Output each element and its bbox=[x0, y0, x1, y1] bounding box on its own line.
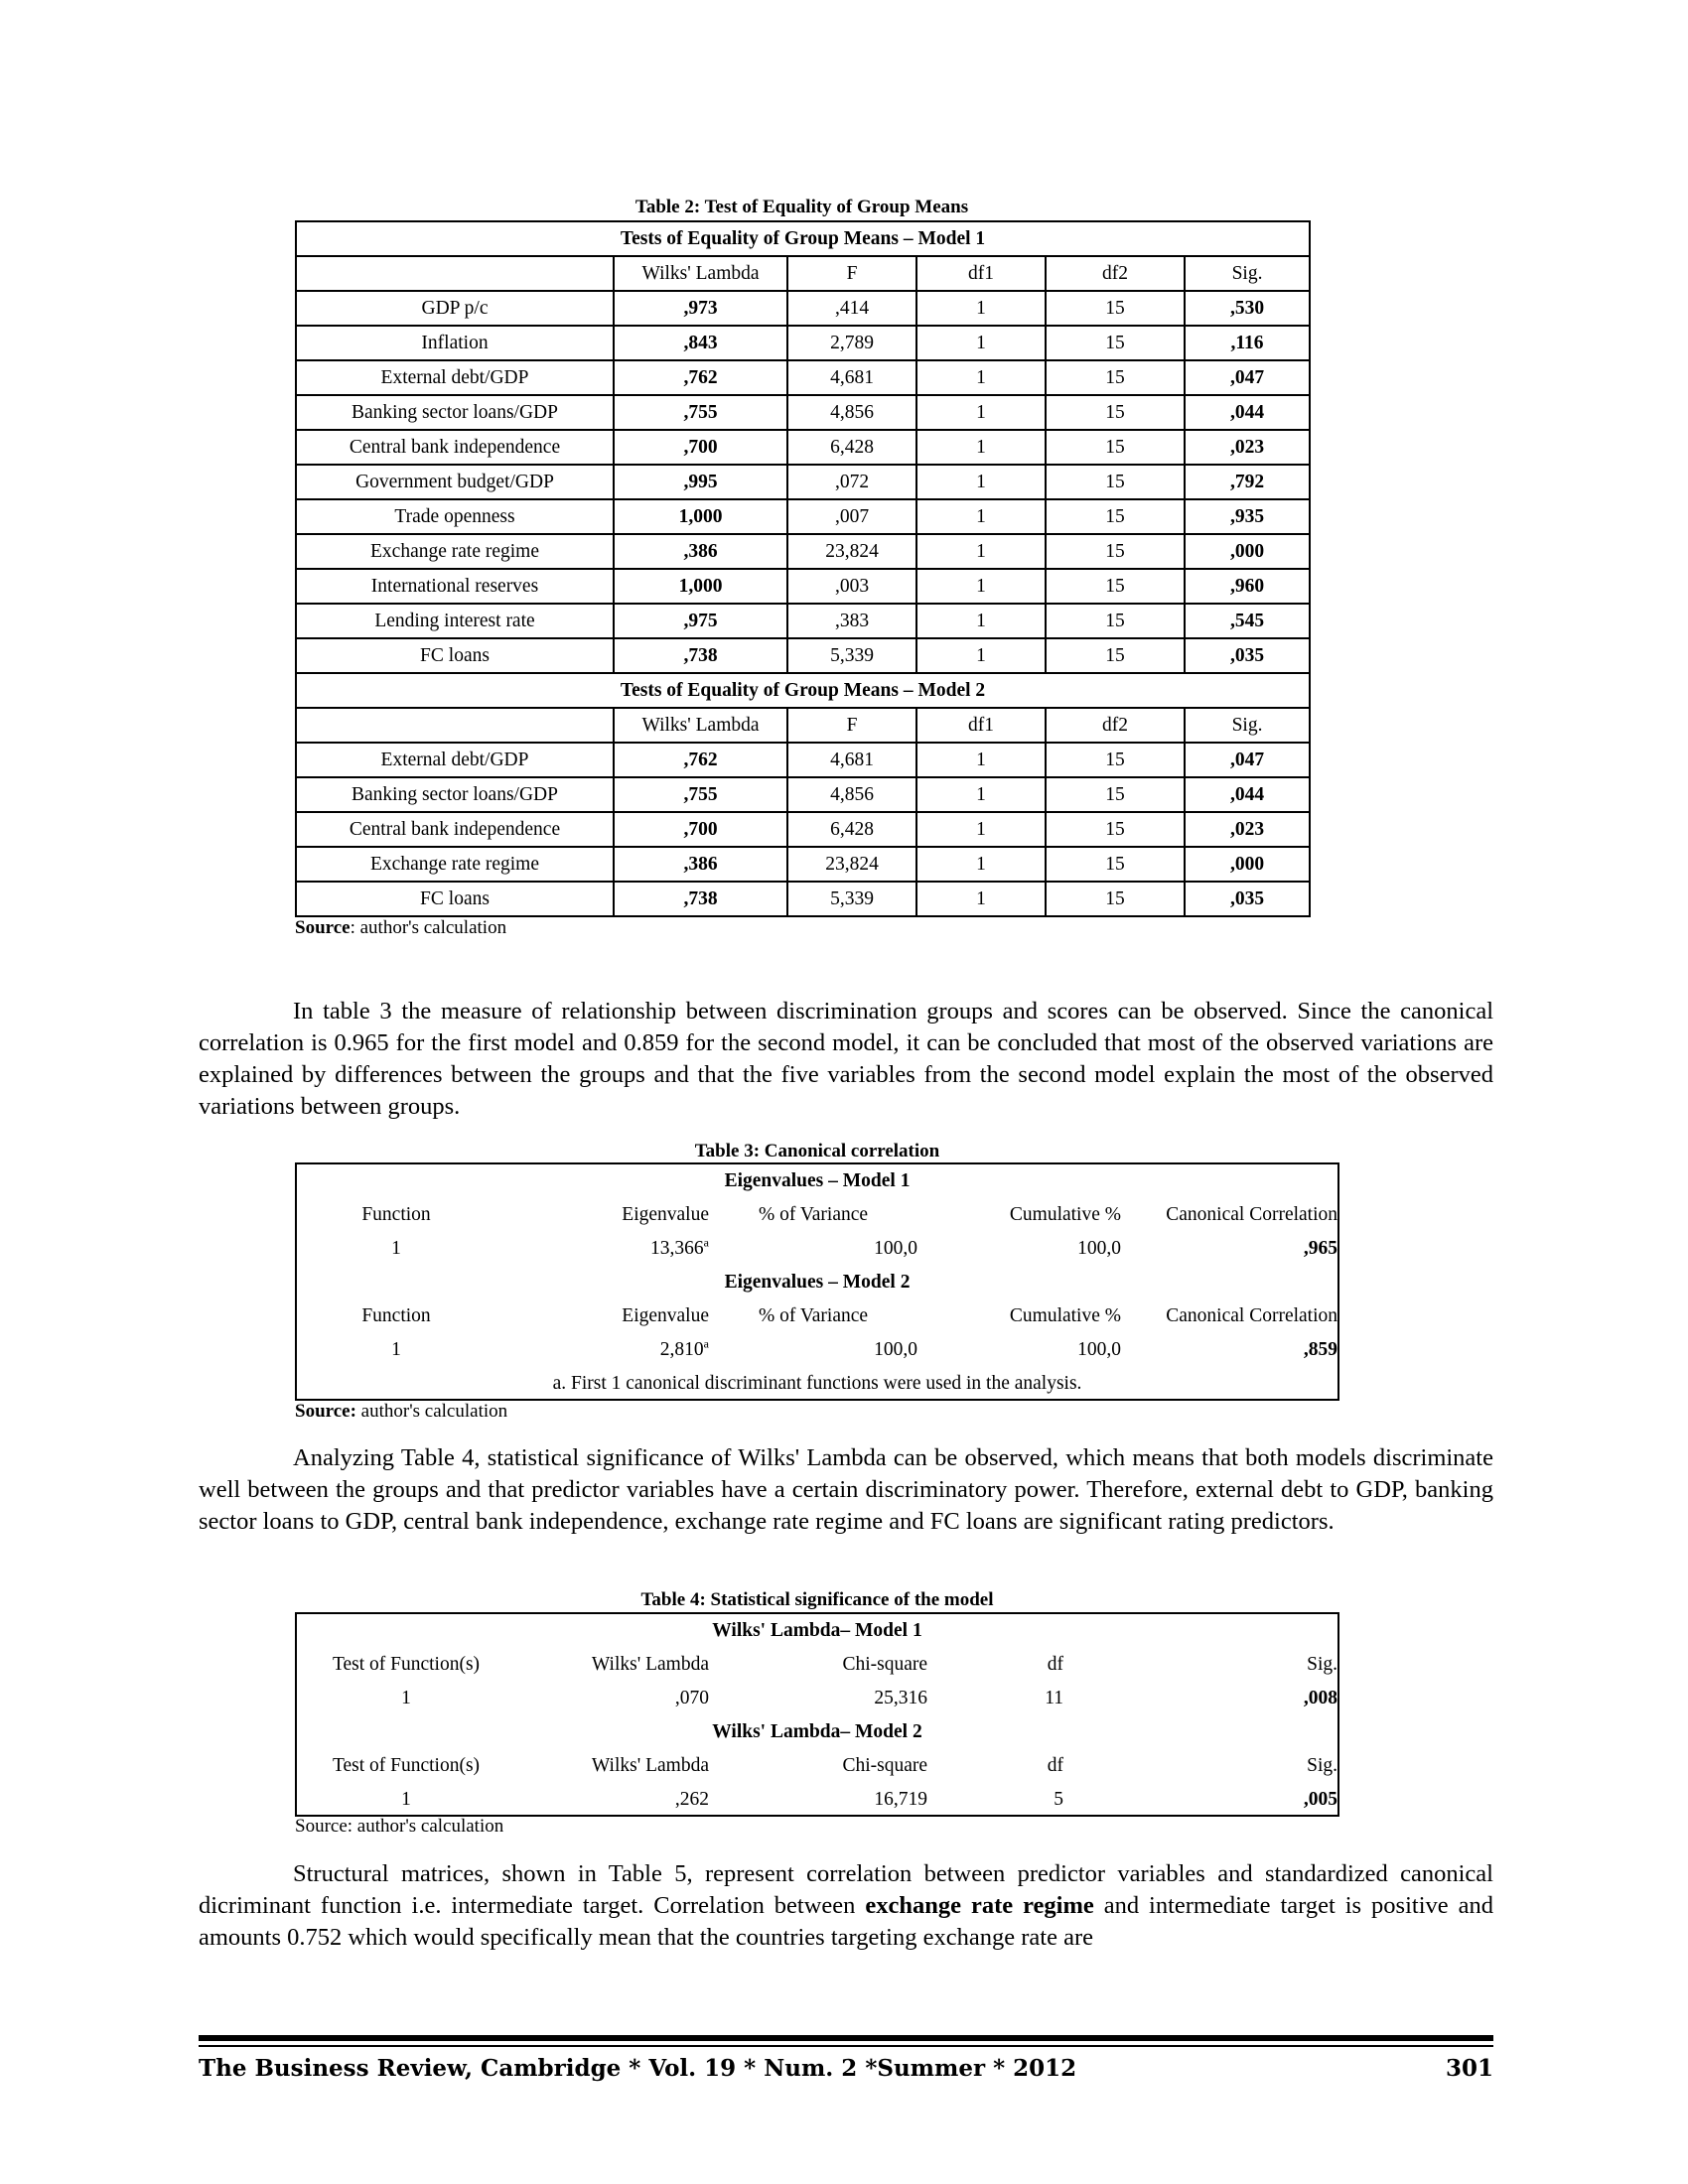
table-cell: 15 bbox=[1046, 430, 1185, 465]
table-cell: 23,824 bbox=[787, 847, 916, 882]
table-cell: 1 bbox=[916, 465, 1046, 499]
table-cell: ,700 bbox=[614, 812, 787, 847]
table-cell: 1 bbox=[916, 812, 1046, 847]
table-cell: ,414 bbox=[787, 291, 916, 326]
table4-m1-df: 11 bbox=[1045, 1688, 1063, 1708]
table3-col-variance: % of Variance bbox=[758, 1305, 869, 1326]
column-header: Wilks' Lambda bbox=[614, 256, 787, 291]
table-cell: ,047 bbox=[1185, 360, 1310, 395]
table-cell: ,035 bbox=[1185, 882, 1310, 916]
table3-m1-canonical: ,965 bbox=[1303, 1238, 1338, 1259]
table3-note: a. First 1 canonical discriminant functions were used in the analysis. bbox=[552, 1373, 1082, 1394]
paragraph-3: Structural matrices, shown in Table 5, represent correlation between predictor variables and standardized canonical dicriminant function i.e. intermediate target. Correlation between exchange rate regime and intermediate target is positive and amounts 0.752 which would specifically mean that the countries targeting exchange rate are bbox=[199, 1860, 1493, 1951]
table-cell: 1,000 bbox=[614, 569, 787, 604]
table4-col-chi: Chi-square bbox=[842, 1755, 927, 1776]
table-cell: ,935 bbox=[1185, 499, 1310, 534]
table4-caption: Table 4: Statistical significance of the model bbox=[640, 1589, 994, 1610]
column-header: df2 bbox=[1046, 708, 1185, 743]
column-header: df2 bbox=[1046, 256, 1185, 291]
table-cell: 1,000 bbox=[614, 499, 787, 534]
table4-m1-test: 1 bbox=[401, 1688, 411, 1708]
table-cell: 4,681 bbox=[787, 360, 916, 395]
table-cell: 4,856 bbox=[787, 777, 916, 812]
table2-model2-title bbox=[296, 673, 1310, 708]
table-cell: 1 bbox=[916, 847, 1046, 882]
table-cell: 1 bbox=[916, 569, 1046, 604]
table-cell: 15 bbox=[1046, 360, 1185, 395]
table-row bbox=[296, 326, 1310, 360]
footer-rule-thick bbox=[199, 2035, 1493, 2041]
table3-m2-cumulative: 100,0 bbox=[1077, 1339, 1121, 1360]
table4-m1-chi: 25,316 bbox=[874, 1688, 927, 1708]
table4-col-test: Test of Function(s) bbox=[332, 1654, 481, 1675]
table2-model1-header-row bbox=[296, 256, 1310, 291]
table4 bbox=[297, 1614, 1337, 1817]
table-cell: 15 bbox=[1046, 534, 1185, 569]
table-cell: ,738 bbox=[614, 882, 787, 916]
column-header: Sig. bbox=[1185, 256, 1310, 291]
table3-col-cumulative: Cumulative % bbox=[1009, 1204, 1121, 1225]
table-cell: ,044 bbox=[1185, 395, 1310, 430]
table4-model2-title: Wilks' Lambda– Model 2 bbox=[712, 1721, 922, 1742]
table-cell: 15 bbox=[1046, 777, 1185, 812]
column-header: F bbox=[787, 256, 916, 291]
footer-rule-thin bbox=[199, 2045, 1493, 2047]
page-number: 301 bbox=[1445, 2055, 1493, 2082]
table-row bbox=[296, 395, 1310, 430]
table-cell: ,755 bbox=[614, 777, 787, 812]
table-cell: ,995 bbox=[614, 465, 787, 499]
table-cell: 1 bbox=[916, 743, 1046, 777]
table4-m2-sig: ,005 bbox=[1303, 1789, 1337, 1810]
table-row bbox=[296, 604, 1310, 638]
table3-m2-canonical: ,859 bbox=[1303, 1339, 1338, 1360]
table2-model2-title-cell: Tests of Equality of Group Means – Model 2 bbox=[296, 673, 1310, 708]
table-cell: 2,789 bbox=[787, 326, 916, 360]
paragraph-1: In table 3 the measure of relationship between discrimination groups and scores can be observed. Since the canonical correlation is 0.965 for the first model and 0.859 for the second model, it can be concluded that most of the observed variations are explained by differences between the groups and that the five variables from the second model explain the most of the observed variations between groups. bbox=[199, 998, 1493, 1120]
table3-caption: Table 3: Canonical correlation bbox=[694, 1141, 940, 1161]
row-label: Exchange rate regime bbox=[296, 847, 614, 882]
table-cell: ,023 bbox=[1185, 812, 1310, 847]
table-cell: ,047 bbox=[1185, 743, 1310, 777]
table3-m2-eigenvalue: 2,810$^a$ bbox=[659, 1336, 709, 1360]
column-header: Sig. bbox=[1185, 708, 1310, 743]
table-cell: 15 bbox=[1046, 499, 1185, 534]
table-cell: ,383 bbox=[787, 604, 916, 638]
column-header: Wilks' Lambda bbox=[614, 708, 787, 743]
table-cell: ,975 bbox=[614, 604, 787, 638]
row-label: Central bank independence bbox=[296, 430, 614, 465]
table4-model1-title: Wilks' Lambda– Model 1 bbox=[712, 1620, 922, 1641]
row-label: Exchange rate regime bbox=[296, 534, 614, 569]
row-label: Lending interest rate bbox=[296, 604, 614, 638]
table-cell: ,007 bbox=[787, 499, 916, 534]
table-cell: 15 bbox=[1046, 638, 1185, 673]
table-cell: 1 bbox=[916, 360, 1046, 395]
table-row bbox=[296, 743, 1310, 777]
table2-model1-title bbox=[296, 221, 1310, 256]
table-cell: ,072 bbox=[787, 465, 916, 499]
row-label: External debt/GDP bbox=[296, 360, 614, 395]
table-cell: 1 bbox=[916, 604, 1046, 638]
table-cell: 1 bbox=[916, 534, 1046, 569]
table-cell: 1 bbox=[916, 638, 1046, 673]
table-cell: ,000 bbox=[1185, 847, 1310, 882]
row-label: FC loans bbox=[296, 638, 614, 673]
table-cell: 1 bbox=[916, 430, 1046, 465]
journal-citation: The Business Review, Cambridge * Vol. 19 * Num. 2 *Summer * 2012 bbox=[199, 2055, 1077, 2082]
table4-m2-test: 1 bbox=[401, 1789, 411, 1810]
table-cell: 6,428 bbox=[787, 812, 916, 847]
row-label: Banking sector loans/GDP bbox=[296, 777, 614, 812]
column-header bbox=[296, 256, 614, 291]
table-cell: ,044 bbox=[1185, 777, 1310, 812]
table-row bbox=[296, 777, 1310, 812]
table-row bbox=[296, 638, 1310, 673]
table-cell: 15 bbox=[1046, 326, 1185, 360]
table2 bbox=[295, 220, 1311, 917]
table-row bbox=[296, 847, 1310, 882]
table-cell: 5,339 bbox=[787, 882, 916, 916]
table4-m2-chi: 16,719 bbox=[874, 1789, 927, 1810]
row-label: Banking sector loans/GDP bbox=[296, 395, 614, 430]
table-cell: ,035 bbox=[1185, 638, 1310, 673]
column-header: df1 bbox=[916, 708, 1046, 743]
table-row bbox=[296, 430, 1310, 465]
table-cell: ,700 bbox=[614, 430, 787, 465]
row-label: FC loans bbox=[296, 882, 614, 916]
table-row bbox=[296, 812, 1310, 847]
table3-m1-eigenvalue: 13,366$^a$ bbox=[650, 1235, 709, 1259]
table-cell: 15 bbox=[1046, 291, 1185, 326]
column-header: df1 bbox=[916, 256, 1046, 291]
table-cell: 4,856 bbox=[787, 395, 916, 430]
table2-model1-title-cell: Tests of Equality of Group Means – Model 1 bbox=[296, 221, 1310, 256]
table4-col-chi: Chi-square bbox=[842, 1654, 927, 1675]
table-cell: 15 bbox=[1046, 812, 1185, 847]
table4-col-test: Test of Function(s) bbox=[332, 1755, 481, 1776]
table-cell: 1 bbox=[916, 499, 1046, 534]
table3-m1-function: 1 bbox=[391, 1238, 401, 1259]
table4-col-sig: Sig. bbox=[1307, 1755, 1337, 1776]
table-row bbox=[296, 291, 1310, 326]
table-cell: 15 bbox=[1046, 395, 1185, 430]
table3-col-eigenvalue: Eigenvalue bbox=[622, 1204, 709, 1225]
table3-col-cumulative: Cumulative % bbox=[1009, 1305, 1121, 1326]
column-header bbox=[296, 708, 614, 743]
table-cell: 5,339 bbox=[787, 638, 916, 673]
table-cell: ,762 bbox=[614, 360, 787, 395]
table4-col-lambda: Wilks' Lambda bbox=[591, 1654, 709, 1675]
table3-m2-variance: 100,0 bbox=[874, 1339, 917, 1360]
table-cell: 15 bbox=[1046, 743, 1185, 777]
table-cell: 15 bbox=[1046, 465, 1185, 499]
table-cell: ,960 bbox=[1185, 569, 1310, 604]
table3-m2-function: 1 bbox=[391, 1339, 401, 1360]
page-footer bbox=[199, 2055, 1493, 2082]
table-row bbox=[296, 499, 1310, 534]
table4-m2-df: 5 bbox=[1054, 1789, 1063, 1810]
table3-m1-variance: 100,0 bbox=[874, 1238, 917, 1259]
paragraph-2: Analyzing Table 4, statistical significance of Wilks' Lambda can be observed, which means that both models discriminate well between the groups and that predictor variables have a certain discriminatory power. Therefore, external debt to GDP, banking sector loans to GDP, central bank independence, exchange rate regime and FC loans are significant rating predictors. bbox=[199, 1444, 1493, 1535]
table-cell: ,386 bbox=[614, 847, 787, 882]
table-row bbox=[296, 882, 1310, 916]
table-cell: ,755 bbox=[614, 395, 787, 430]
table-row bbox=[296, 534, 1310, 569]
table-cell: 6,428 bbox=[787, 430, 916, 465]
table3-model2-title: Eigenvalues – Model 2 bbox=[724, 1272, 911, 1293]
row-label: GDP p/c bbox=[296, 291, 614, 326]
table3-col-function: Function bbox=[361, 1204, 431, 1225]
row-label: Government budget/GDP bbox=[296, 465, 614, 499]
table-cell: 1 bbox=[916, 882, 1046, 916]
table-cell: ,843 bbox=[614, 326, 787, 360]
table4-col-df: df bbox=[1047, 1654, 1063, 1675]
column-header: F bbox=[787, 708, 916, 743]
table-cell: 1 bbox=[916, 326, 1046, 360]
table-cell: 15 bbox=[1046, 882, 1185, 916]
table-cell: 15 bbox=[1046, 569, 1185, 604]
table3 bbox=[297, 1164, 1337, 1401]
table-cell: 23,824 bbox=[787, 534, 916, 569]
table4-m1-sig: ,008 bbox=[1303, 1688, 1337, 1708]
table-cell: 15 bbox=[1046, 604, 1185, 638]
table-cell: 4,681 bbox=[787, 743, 916, 777]
table-cell: ,545 bbox=[1185, 604, 1310, 638]
table4-col-sig: Sig. bbox=[1307, 1654, 1337, 1675]
table3-source: Source: author's calculation bbox=[295, 1401, 508, 1422]
row-label: International reserves bbox=[296, 569, 614, 604]
table4-source: Source: author's calculation bbox=[295, 1816, 504, 1837]
table3-col-variance: % of Variance bbox=[758, 1204, 869, 1225]
table3-col-canonical: Canonical Correlation bbox=[1166, 1305, 1338, 1326]
table3-model1-title: Eigenvalues – Model 1 bbox=[724, 1170, 911, 1191]
table-cell: 1 bbox=[916, 291, 1046, 326]
table4-col-lambda: Wilks' Lambda bbox=[591, 1755, 709, 1776]
table-cell: 15 bbox=[1046, 847, 1185, 882]
table-cell: ,003 bbox=[787, 569, 916, 604]
table4-m1-lambda: ,070 bbox=[674, 1688, 709, 1708]
table3-col-eigenvalue: Eigenvalue bbox=[622, 1305, 709, 1326]
table-cell: ,116 bbox=[1185, 326, 1310, 360]
table2-source: Source: author's calculation bbox=[295, 917, 507, 938]
table-cell: ,023 bbox=[1185, 430, 1310, 465]
table-cell: ,738 bbox=[614, 638, 787, 673]
table-cell: 1 bbox=[916, 777, 1046, 812]
table-cell: ,973 bbox=[614, 291, 787, 326]
table4-m2-lambda: ,262 bbox=[674, 1789, 709, 1810]
table-row bbox=[296, 465, 1310, 499]
table-cell: ,000 bbox=[1185, 534, 1310, 569]
row-label: Trade openness bbox=[296, 499, 614, 534]
table2-caption: Table 2: Test of Equality of Group Means bbox=[634, 197, 969, 217]
table3-col-canonical: Canonical Correlation bbox=[1166, 1204, 1338, 1225]
table3-m1-cumulative: 100,0 bbox=[1077, 1238, 1121, 1259]
table-cell: ,386 bbox=[614, 534, 787, 569]
row-label: Central bank independence bbox=[296, 812, 614, 847]
table-cell: ,792 bbox=[1185, 465, 1310, 499]
table-cell: 1 bbox=[916, 395, 1046, 430]
row-label: Inflation bbox=[296, 326, 614, 360]
table-row bbox=[296, 360, 1310, 395]
table2-model2-header-row bbox=[296, 708, 1310, 743]
table3-col-function: Function bbox=[361, 1305, 431, 1326]
table4-col-df: df bbox=[1047, 1755, 1063, 1776]
table-cell: ,530 bbox=[1185, 291, 1310, 326]
table-cell: ,762 bbox=[614, 743, 787, 777]
row-label: External debt/GDP bbox=[296, 743, 614, 777]
table-row bbox=[296, 569, 1310, 604]
